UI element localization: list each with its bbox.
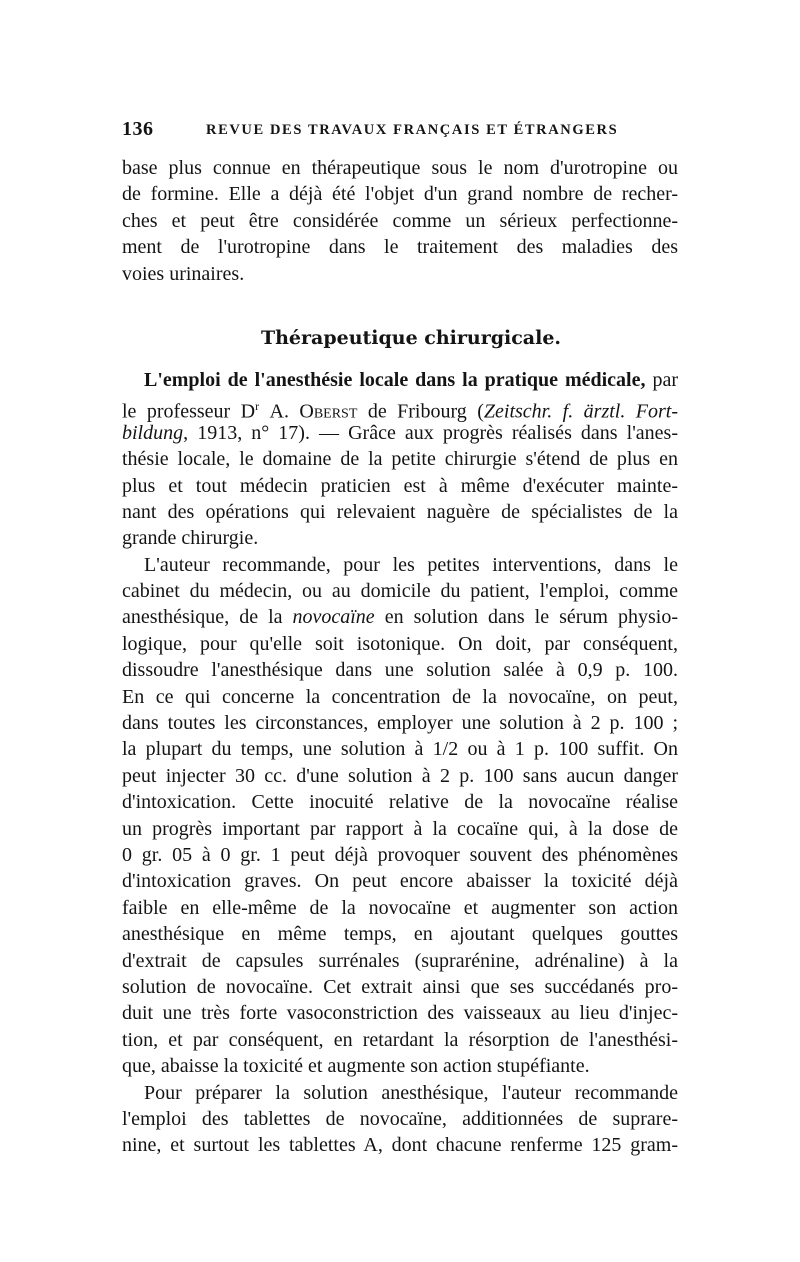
text-line: anesthésique en même temps, en ajoutant quelques gouttes <box>122 923 678 946</box>
text-line: d'extrait de capsules surrénales (suprarénine, adrénaline) à la <box>122 949 678 972</box>
text-line: dans toutes les circonstances, employer une solution à 2 p. 100 ; <box>122 712 678 735</box>
text-line: d'intoxication. Cette inocuité relative de la novocaïne réalise <box>122 791 678 814</box>
article-paragraph-2 <box>122 552 678 1080</box>
author-name: A. Oberst <box>269 401 358 423</box>
text-line: dissoudre l'anesthésique dans une solution salée à 0,9 p. 100. <box>122 659 678 682</box>
text-line: anesthésique, de la novocaïne en solution dans le sérum physio- <box>122 606 678 629</box>
text-line: En ce qui concerne la concentration de la novocaïne, on peut, <box>122 685 678 708</box>
text-line: que, abaisse la toxicité et augmente son action stupéfiante. <box>122 1055 590 1078</box>
page-body <box>122 155 678 1159</box>
intro-paragraph <box>122 155 678 287</box>
article-title: L'emploi de l'anesthésie locale dans la pratique médicale, <box>144 368 646 391</box>
text-line: thésie locale, le domaine de la petite chirurgie s'étend de plus en <box>122 448 678 471</box>
text-line: voies urinaires. <box>122 262 245 285</box>
text-line: ment de l'urotropine dans le traitement des maladies des <box>122 236 678 259</box>
text-line: 0 gr. 05 à 0 gr. 1 peut déjà provoquer souvent des phénomènes <box>122 843 678 866</box>
running-header <box>122 118 678 142</box>
text-line: logique, pour qu'elle soit isotonique. On doit, par conséquent, <box>122 632 678 655</box>
text-line: L'auteur recommande, pour les petites interventions, dans le <box>144 553 678 576</box>
text-line: bildung, 1913, n° 17). — Grâce aux progrès réalisés dans l'anes- <box>122 421 678 444</box>
text-line: un progrès important par rapport à la cocaïne qui, à la dose de <box>122 817 678 840</box>
text-line: plus et tout médecin praticien est à même d'exécuter mainte- <box>122 474 678 497</box>
journal-name: Zeitschr. f. ärztl. Fort- <box>483 401 678 423</box>
text-line: grande chirurgie. <box>122 527 259 550</box>
text-line: L'emploi de l'anesthésie locale dans la pratique médicale, par <box>144 368 679 391</box>
text-line: l'emploi des tablettes de novocaïne, additionnées de suprare- <box>122 1107 678 1130</box>
text-line: nine, et surtout les tablettes A, dont chacune renferme 125 gram- <box>122 1134 678 1157</box>
text-line: base plus connue en thérapeutique sous le nom d'urotropine ou <box>122 157 678 179</box>
text-line: duit une très forte vasoconstriction des vaisseaux au lieu d'injec- <box>122 1002 678 1025</box>
text-line: nant des opérations qui relevaient naguère de spécialistes de la <box>122 500 678 523</box>
text-line: la plupart du temps, une solution à 1/2 ou à 1 p. 100 suffit. On <box>122 738 678 761</box>
text-line: tion, et par conséquent, en retardant la résorption de l'anesthési- <box>122 1028 678 1051</box>
page-number: 136 <box>122 118 154 140</box>
text-line: ches et peut être considérée comme un sérieux perfectionne- <box>122 209 678 232</box>
running-title: REVUE DES TRAVAUX FRANÇAIS ET ÉTRANGERS <box>206 122 619 138</box>
section-heading: Thérapeutique chirurgicale. <box>260 326 562 349</box>
text-line: le professeur $D^r$ A. Oberst de Fribourg (Zeitschr. f. ärztl. Fort- <box>122 399 678 423</box>
article-paragraph-3 <box>122 1080 678 1159</box>
text-line: cabinet du médecin, ou au domicile du patient, l'emploi, comme <box>122 580 678 603</box>
text-line: Pour préparer la solution anesthésique, l'auteur recommande <box>144 1081 678 1104</box>
text-line: d'intoxication graves. On peut encore abaisser la toxicité déjà <box>122 870 678 893</box>
text-line: de formine. Elle a déjà été l'objet d'un grand nombre de recher- <box>122 183 678 206</box>
text-line: peut injecter 30 cc. d'une solution à 2 p. 100 sans aucun danger <box>122 764 678 787</box>
article-paragraph-1 <box>122 367 678 552</box>
text-line: faible en elle-même de la novocaïne et augmenter son action <box>122 896 678 919</box>
text-line: solution de novocaïne. Cet extrait ainsi que ses succédanés pro- <box>122 975 678 998</box>
